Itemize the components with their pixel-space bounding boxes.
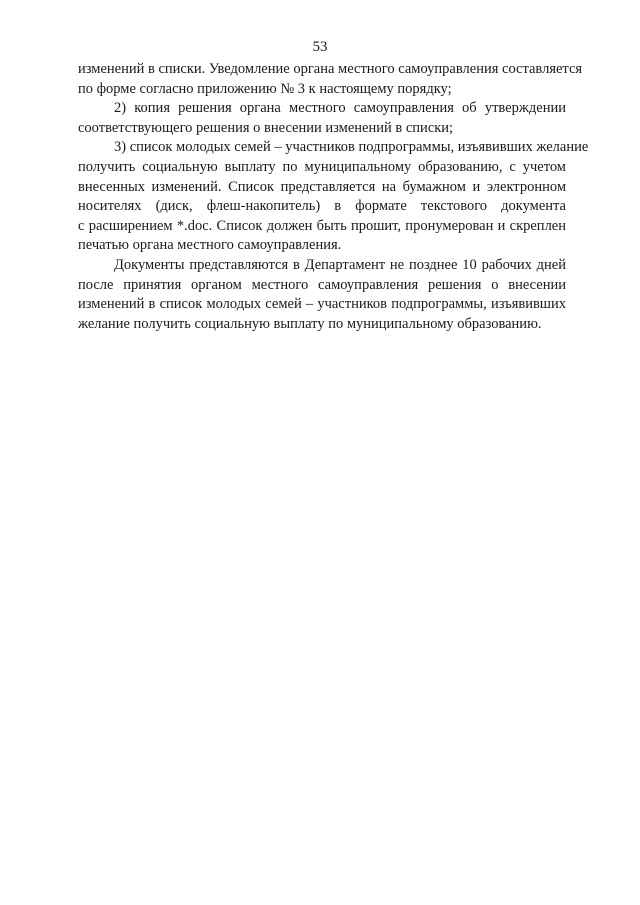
page-number: 53 xyxy=(312,39,328,55)
paragraph-item-3 xyxy=(78,138,589,256)
paragraph-submission-deadline xyxy=(78,256,566,334)
text-line: по форме согласно приложению № 3 к настоящему порядку; xyxy=(78,80,452,97)
text-line: Документы представляются в Департамент не позднее 10 рабочих дней xyxy=(114,256,566,273)
text-line: 2) копия решения органа местного самоуправления об утверждении xyxy=(114,100,566,117)
text-line: печатью органа местного самоуправления. xyxy=(78,237,342,254)
text-line: изменений в список молодых семей – участников подпрограммы, изъявивших xyxy=(78,296,566,313)
document-body xyxy=(78,60,589,334)
paragraph-item-2 xyxy=(78,99,566,138)
text-line: с расширением *.doc. Список должен быть прошит, пронумерован и скреплен xyxy=(78,217,566,234)
text-line: изменений в списки. Уведомление органа местного самоуправления составляется xyxy=(78,61,583,77)
text-line: после принятия органом местного самоуправления решения о внесении xyxy=(78,276,566,293)
text-line: внесенных изменений. Список представляется на бумажном и электронном xyxy=(78,178,566,195)
text-line: носителях (диск, флеш-накопитель) в формате текстового документа xyxy=(78,198,566,215)
paragraph-notification-form xyxy=(78,60,583,99)
text-line: желание получить социальную выплату по муниципальному образованию. xyxy=(78,315,542,332)
text-line: получить социальную выплату по муниципальному образованию, с учетом xyxy=(78,158,566,175)
text-line: 3) список молодых семей – участников подпрограммы, изъявивших желание xyxy=(114,139,589,156)
text-line: соответствующего решения о внесении изменений в списки; xyxy=(78,119,454,136)
